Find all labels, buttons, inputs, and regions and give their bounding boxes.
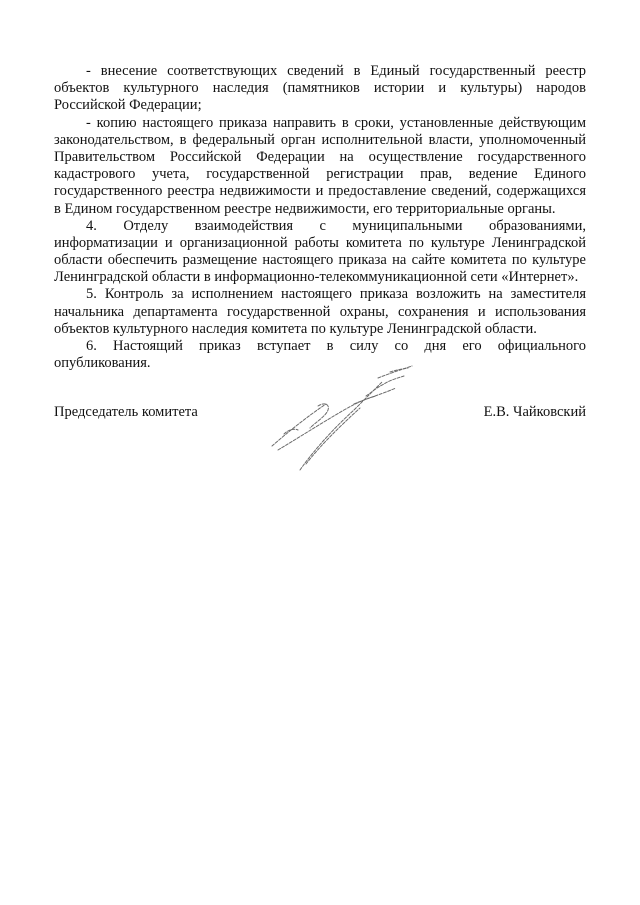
paragraph-copy-order-line: в Едином государственном реестре недвижимости, его территориальные органы. [54, 200, 556, 217]
paragraph-item-4-line: Ленинградской области в информационно-телекоммуникационной сети «Интернет». [54, 269, 579, 286]
paragraph-item-5-line: начальника департамента государственной охраны, сохранения и использования [54, 303, 586, 320]
paragraph-registry-entry-line: объектов культурного наследия (памятников истории и культуры) народов [54, 80, 586, 97]
paragraph-item-6-line: опубликования. [54, 355, 151, 372]
signatory-title: Председатель комитета [54, 404, 198, 420]
paragraph-registry-entry-line: Российской Федерации; [54, 97, 202, 114]
paragraph-copy-order-line: государственного реестра недвижимости и предоставление сведений, содержащихся [54, 183, 586, 200]
paragraph-item-6-line: 6. Настоящий приказ вступает в силу со дня его официального [86, 338, 586, 354]
paragraph-item-5-line: 5. Контроль за исполнением настоящего приказа возложить на заместителя [86, 286, 586, 303]
paragraph-copy-order-line: Правительством Российской Федерации на осуществление государственного [54, 148, 586, 165]
paragraph-copy-order-line: - копию настоящего приказа направить в сроки, установленные действующим [86, 114, 586, 131]
paragraph-item-4-line: области обеспечить размещение настоящего приказа на сайте комитета по культуре [54, 252, 586, 269]
paragraph-copy-order-line: законодательством, в федеральный орган исполнительной власти, уполномоченный [54, 131, 586, 148]
paragraph-item-4-line: 4. Отделу взаимодействия с муниципальными образованиями, [86, 217, 586, 234]
paragraph-copy-order-line: кадастрового учета, государственной регистрации прав, ведение Единого [54, 166, 586, 183]
paragraph-item-4-line: информатизации и организационной работы комитета по культуре Ленинградской [54, 234, 586, 251]
paragraph-registry-entry-line: - внесение соответствующих сведений в Единый государственный реестр [86, 63, 586, 79]
paragraph-item-5-line: объектов культурного наследия комитета по культуре Ленинградской области. [54, 320, 537, 337]
document-body [54, 63, 586, 372]
handwritten-signature [258, 358, 428, 478]
signatory-name: Е.В. Чайковский [483, 404, 586, 420]
